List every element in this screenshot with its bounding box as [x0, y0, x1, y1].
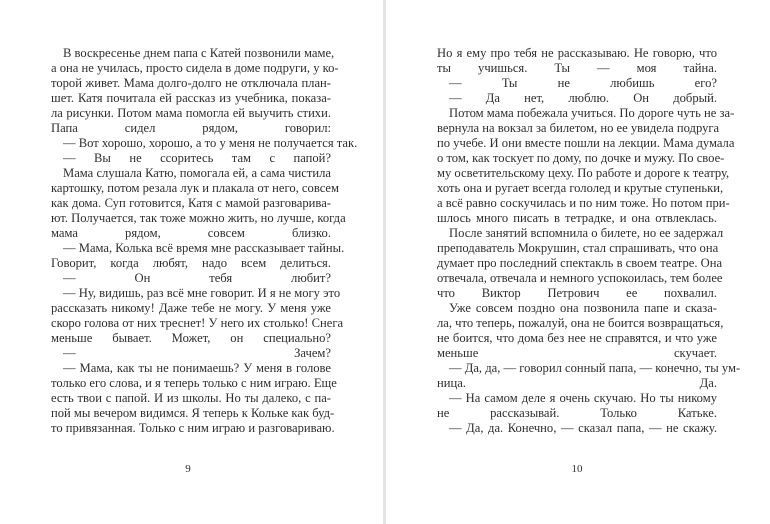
paragraph [51, 286, 344, 346]
text-line: что Виктор Петрович ее похвалил. [437, 286, 717, 300]
text-line: меньше скучает. [437, 346, 717, 360]
text-line: рассказать никому! Даже тебе не могу. У меня уже [51, 301, 331, 315]
paragraph [437, 361, 741, 391]
left-page [0, 0, 383, 524]
text-line: — Да нет, люблю. Он добрый. [449, 91, 717, 105]
text-line: ла, что теперь, пожалуй, она не боится возвращаться, [437, 316, 724, 330]
text-line: не рассказывай. Только Катьке. [437, 406, 717, 420]
text-line: по учебе. И они вместе пошли на лекции. Мама думала [437, 136, 735, 150]
text-line: — Зачем? [63, 346, 331, 360]
right-page [386, 0, 770, 524]
paragraph [437, 391, 717, 421]
text-line: хоть она и ругает всегда гололед и крутые ступеньки, [437, 181, 724, 195]
text-line: — Ну, видишь, раз всё мне говорит. И я не могу это [63, 286, 341, 300]
paragraph [51, 241, 345, 271]
paragraph [51, 361, 337, 436]
text-line: картошку, потом резала лук и плакала от него, совсем [51, 181, 339, 195]
text-line: о том, как тоскует по дому, по дочке и мужу. По свое- [437, 151, 725, 165]
text-line: — Мама, как ты не понимаешь? У меня в голове [63, 361, 331, 375]
paragraph [437, 91, 717, 106]
page-number: 10 [571, 463, 583, 475]
text-line: Потом мама побежала учиться. По дороге чуть не за- [449, 106, 735, 120]
page-number: 9 [185, 463, 191, 475]
paragraph [437, 106, 735, 226]
text-line: отвечала, отвечала и немного успокоилась, тем более [437, 271, 723, 285]
text-line: скоро голова от них треснет! У него их столько! Снега [51, 316, 344, 330]
text-line: — Вы не ссоритесь там с папой? [63, 151, 331, 165]
paragraph [51, 151, 331, 166]
text-line: как дома. Суп готовится, Катя с мамой разговарива- [51, 196, 331, 210]
text-line: Говорит, когда любят, надо всем делиться. [51, 256, 331, 270]
text-line: не боится, что дома без нее не справятся, и что уже [437, 331, 717, 345]
text-line: шет. Катя почитала ей рассказ из учебника, показа- [51, 91, 331, 105]
text-line: Мама слушала Катю, помогала ей, а сама чистила [63, 166, 331, 180]
text-line: — Да, да, — говорил сонный папа, — конечно, ты ум- [449, 361, 741, 375]
text-line: меньше бывает. Может, он специально? [51, 331, 331, 345]
paragraph [51, 271, 331, 286]
paragraph [437, 226, 724, 301]
text-line: — Вот хорошо, хорошо, а то у меня не получается так. [63, 136, 358, 150]
text-line: ница. Да. [437, 376, 717, 390]
text-line: ты учишься. Ты — моя тайна. [437, 61, 717, 75]
text-line: ла рисунки. Потом мама помогла ей выучить стихи. [51, 106, 331, 120]
text-line: — На самом деле я очень скучаю. Но ты никому [449, 391, 717, 405]
paragraph [51, 346, 331, 361]
text-line: думает про последний спектакль в своем театре. Она [437, 256, 723, 270]
text-line: мама рядом, совсем близко. [51, 226, 331, 240]
text-line: то привязанная. Только с ним играю и разговариваю. [51, 421, 335, 435]
text-line: му осветительскому цеху. По работе и дороге к театру, [437, 166, 730, 180]
text-line: торой живет. Мама долго-долго не отключала план- [51, 76, 331, 90]
paragraph [51, 46, 339, 136]
text-line: — Да, да. Конечно, — сказал папа, — не скажу. [449, 421, 717, 435]
text-line: Папа сидел рядом, говорил: [51, 121, 331, 135]
text-line: — Ты не любишь его? [449, 76, 717, 90]
text-line: преподаватель Мокрушин, стал спрашивать, что она [437, 241, 719, 255]
paragraph [437, 421, 717, 436]
text-line: ют. Получается, так тоже можно жить, но лучше, когда [51, 211, 346, 225]
paragraph [51, 136, 358, 151]
text-line: шлось много писать в тетрадке, и она отвлеклась. [437, 211, 717, 225]
text-line: вернула на вокзал за билетом, но ее увидела подруга [437, 121, 720, 135]
text-line: Уже совсем поздно она позвонила папе и сказа- [449, 301, 717, 315]
text-line: пой мы вечером видимся. Я теперь к Кольке как буд- [51, 406, 335, 420]
text-line: Но я ему про тебя не рассказываю. Не говорю, что [437, 46, 717, 60]
text-line: есть твои с папой. И из школы. Но ты далеко, с па- [51, 391, 331, 405]
text-line: После занятий вспомнила о билете, но ее задержал [449, 226, 724, 240]
text-line: а всё равно соскучилась и по ним тоже. Но потом при- [437, 196, 730, 210]
paragraph [437, 76, 717, 91]
page-text [437, 46, 741, 436]
text-line: а она не училась, просто сидела в доме подруги, у ко- [51, 61, 339, 75]
text-line: — Мама, Колька всё время мне рассказывает тайны. [63, 241, 345, 255]
text-line: В воскресенье днем папа с Катей позвонили маме, [63, 46, 335, 60]
paragraph [437, 301, 724, 361]
text-line: только его слова, и я теперь только с ним играю. Еще [51, 376, 337, 390]
text-line: — Он тебя любит? [63, 271, 331, 285]
paragraph [437, 46, 717, 76]
page-text [51, 46, 358, 436]
paragraph [51, 166, 346, 241]
